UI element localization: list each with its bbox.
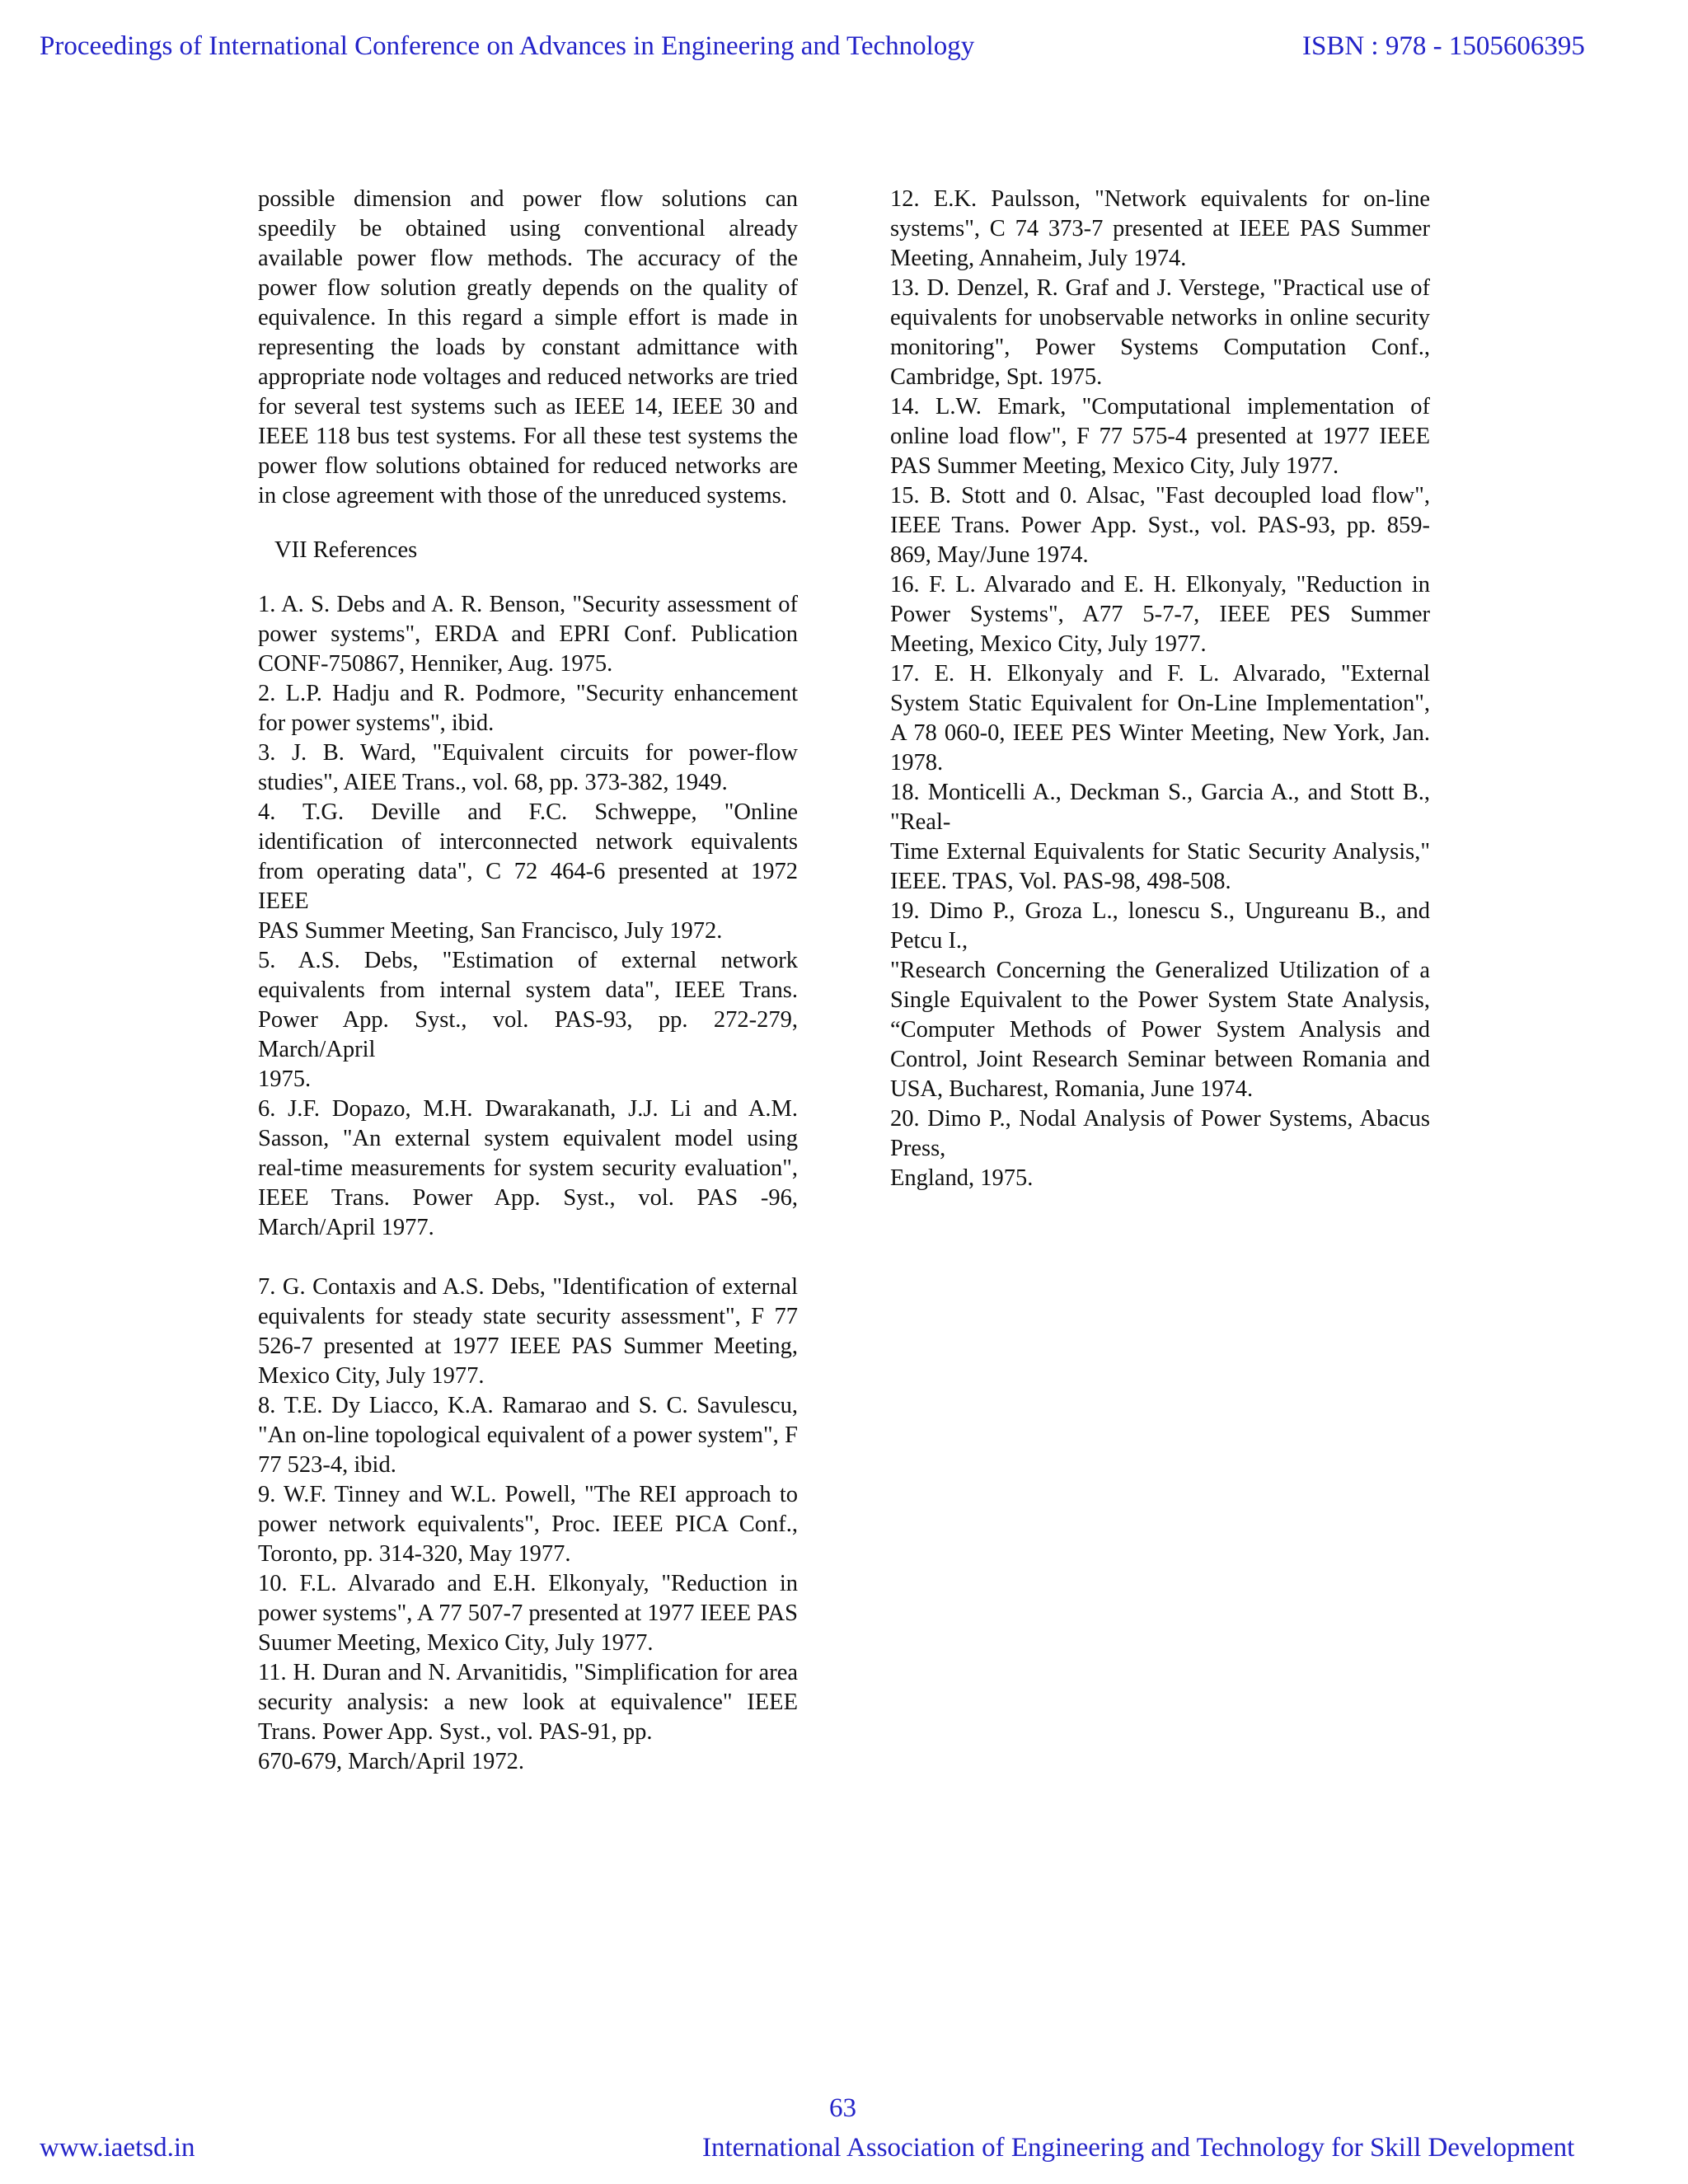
- reference-item: [890, 185, 1430, 274]
- left-reference-list: [258, 590, 798, 1777]
- reference-item: [258, 1094, 798, 1243]
- reference-text: 10. F.L. Alvarado and E.H. Elkonyaly, "Reduction in power systems", A 77 507-7 presented at 1977 IEEE PAS Suumer Meeting, Mexico City, July 1977.: [258, 1571, 798, 1656]
- reference-text: PAS Summer Meeting, San Francisco, July 1972.: [258, 918, 723, 944]
- reference-text: 14. L.W. Emark, "Computational implementation of online load flow", F 77 575-4 presented at 1977 IEEE PAS Summer Meeting, Mexico City, July 1977.: [890, 394, 1430, 479]
- reference-item: [890, 1104, 1430, 1193]
- reference-item: [890, 392, 1430, 481]
- reference-text: 17. E. H. Elkonyaly and F. L. Alvarado, "External System Static Equivalent for On-Line Implementation", A 78 060-0, IEEE PES Winter Meeting, New York, Jan. 1978.: [890, 661, 1430, 776]
- reference-text: 18. Monticelli A., Deckman S., Garcia A., and Stott B., "Real-: [890, 780, 1430, 835]
- reference-item: [258, 738, 798, 798]
- reference-text: 670-679, March/April 1972.: [258, 1749, 524, 1774]
- reference-text: 2. L.P. Hadju and R. Podmore, "Security enhancement for power systems", ibid.: [258, 681, 798, 736]
- reference-item: [258, 679, 798, 738]
- reference-text: 15. B. Stott and 0. Alsac, "Fast decoupled load flow", IEEE Trans. Power App. Syst., vol. PAS-93, pp. 859-869, May/June 1974.: [890, 483, 1430, 568]
- right-column: [890, 185, 1430, 1193]
- reference-item: [258, 1658, 798, 1777]
- reference-item: [258, 1272, 798, 1391]
- reference-item: [258, 1480, 798, 1569]
- reference-text: 13. D. Denzel, R. Graf and J. Verstege, "Practical use of equivalents for unobservable networks in online security monitoring", Power Systems Computation Conf., Cambridge, Spt. 1975.: [890, 275, 1430, 390]
- footer-organization: International Association of Engineering and Technology for Skill Development: [702, 2133, 1575, 2163]
- reference-item: [890, 274, 1430, 392]
- reference-text: 5. A.S. Debs, "Estimation of external network equivalents from internal system data", IEEE Trans. Power App. Syst., vol. PAS-93, pp. 272-279, March/April: [258, 948, 798, 1062]
- running-header-title: Proceedings of International Conference on Advances in Engineering and Technology: [40, 31, 975, 61]
- reference-item: [890, 778, 1430, 897]
- left-column: [258, 185, 798, 1777]
- footer-website: www.iaetsd.in: [40, 2133, 195, 2163]
- reference-text: 12. E.K. Paulsson, "Network equivalents for on-line systems", C 74 373-7 presented at IEEE PAS Summer Meeting, Annaheim, July 1974.: [890, 186, 1430, 271]
- reference-text: England, 1975.: [890, 1165, 1034, 1191]
- reference-text: 19. Dimo P., Groza L., lonescu S., Ungureanu B., and Petcu I.,: [890, 898, 1430, 954]
- reference-item: [258, 1569, 798, 1658]
- reference-text: 1975.: [258, 1066, 312, 1092]
- reference-text: 20. Dimo P., Nodal Analysis of Power Systems, Abacus Press,: [890, 1106, 1430, 1161]
- reference-text: Time External Equivalents for Static Security Analysis," IEEE. TPAS, Vol. PAS-98, 498-508.: [890, 839, 1430, 894]
- reference-text: 3. J. B. Ward, "Equivalent circuits for power-flow studies", AIEE Trans., vol. 68, pp. 373-382, 1949.: [258, 740, 798, 795]
- reference-text: 16. F. L. Alvarado and E. H. Elkonyaly, "Reduction in Power Systems", A77 5-7-7, IEEE PES Summer Meeting, Mexico City, July 1977.: [890, 572, 1430, 657]
- reference-text: 4. T.G. Deville and F.C. Schweppe, "Online identification of interconnected network equivalents from operating data", C 72 464-6 presented at 1972 IEEE: [258, 799, 798, 914]
- reference-item: [890, 897, 1430, 1104]
- reference-text: 7. G. Contaxis and A.S. Debs, "Identification of external equivalents for steady state security assessment", F 77 526-7 presented at 1977 IEEE PAS Summer Meeting, Mexico City, July 1977.: [258, 1274, 798, 1389]
- running-header-isbn: ISBN : 978 - 1505606395: [1302, 31, 1585, 61]
- reference-item: [890, 659, 1430, 778]
- reference-text: 11. H. Duran and N. Arvanitidis, "Simplification for area security analysis: a new look at equivalence" IEEE Trans. Power App. Syst., vol. PAS-91, pp.: [258, 1660, 798, 1745]
- reference-item: [258, 590, 798, 679]
- reference-text: 8. T.E. Dy Liacco, K.A. Ramarao and S. C. Savulescu, "An on-line topological equivalent of a power system", F 77 523-4, ibid.: [258, 1393, 798, 1478]
- reference-item: [258, 798, 798, 946]
- right-reference-list: [890, 185, 1430, 1193]
- conclusion-paragraph: possible dimension and power flow solutions can speedily be obtained using conventional already available power flow methods. The accuracy of the power flow solution greatly depends on the quality of equivalence. In this regard a simple effort is made in representing the loads by constant admittance with appropriate node voltages and reduced networks are tried for several test systems such as IEEE 14, IEEE 30 and IEEE 118 bus test systems. For all these test systems the power flow solutions obtained for reduced networks are in close agreement with those of the unreduced systems.: [258, 186, 798, 509]
- reference-text: 9. W.F. Tinney and W.L. Powell, "The REI approach to power network equivalents", Proc. IEEE PICA Conf., Toronto, pp. 314-320, May 1977.: [258, 1482, 798, 1567]
- page-number: 63: [829, 2093, 856, 2123]
- reference-text: 6. J.F. Dopazo, M.H. Dwarakanath, J.J. Li and A.M. Sasson, "An external system equivalent model using real-time measurements for system security evaluation", IEEE Trans. Power App. Syst., vol. PAS -96, March/April 1977.: [258, 1096, 798, 1240]
- reference-item: [890, 481, 1430, 570]
- references-heading: VII References: [274, 537, 418, 563]
- reference-item: [258, 946, 798, 1094]
- reference-text: "Research Concerning the Generalized Utilization of a Single Equivalent to the Power System State Analysis, “Computer Methods of Power System Analysis and Control, Joint Research Seminar between Romania and USA, Bucharest, Romania, June 1974.: [890, 958, 1430, 1102]
- reference-text: 1. A. S. Debs and A. R. Benson, "Security assessment of power systems", ERDA and EPRI Conf. Publication CONF-750867, Henniker, Aug. 1975.: [258, 592, 798, 677]
- reference-item: [258, 1391, 798, 1480]
- reference-item: [890, 570, 1430, 659]
